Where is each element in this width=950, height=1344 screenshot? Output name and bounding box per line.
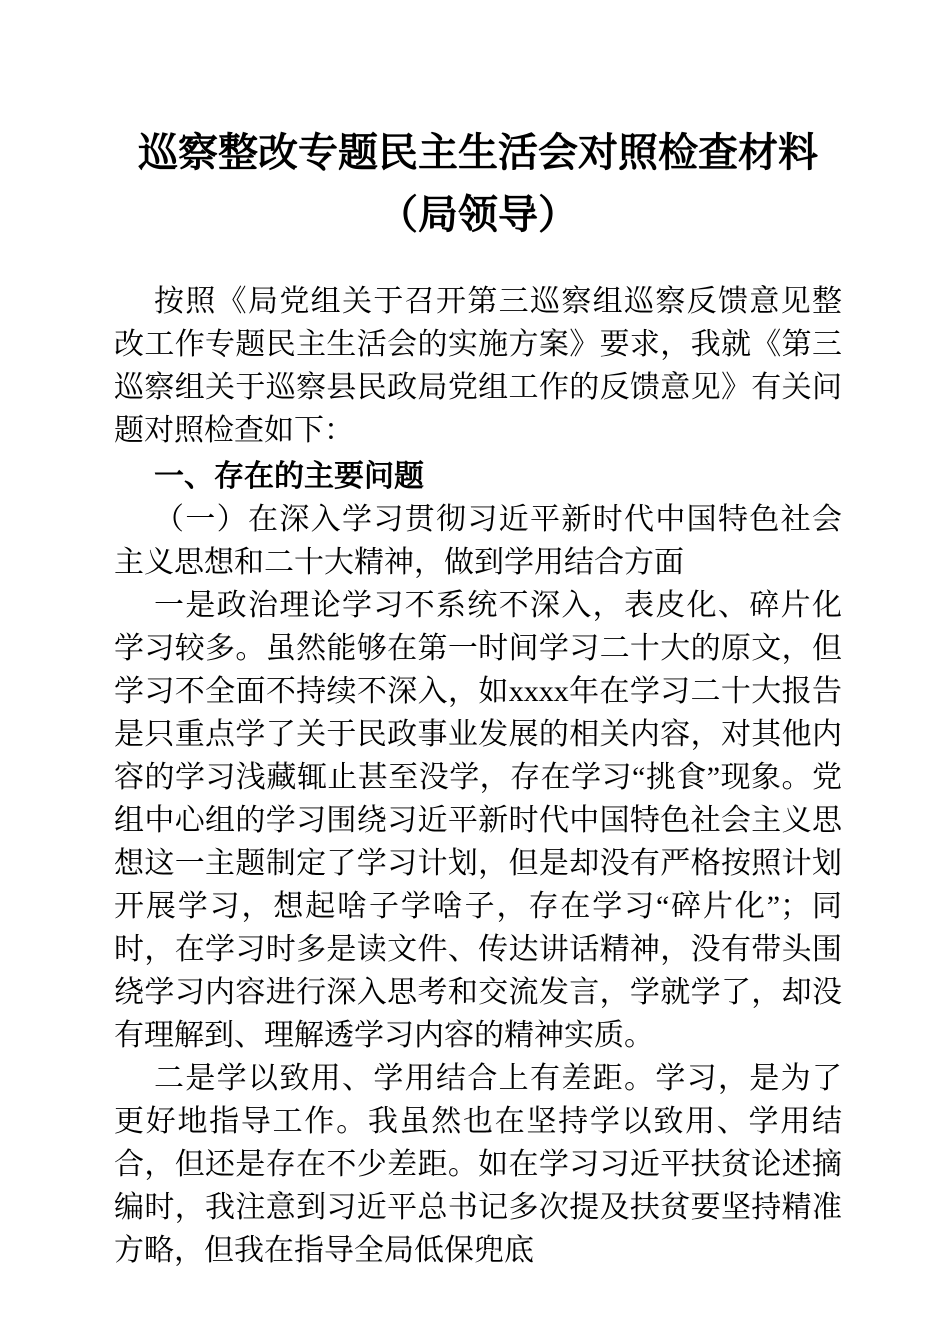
section-1-heading: 一、存在的主要问题 <box>154 460 424 493</box>
body-paragraph-2: 二是学以致用、学用结合上有差距。学习，是为了更好地指导工作。我虽然也在坚持学以致用、学用结合，但还是存在不少差距。如在学习习近平扶贫论述摘编时，我注意到习近平总书记多次提及扶贫要坚持精准方略，但我在指导全局低保兜底 <box>114 1062 842 1267</box>
subsection-1-1-heading: （一）在深入学习贯彻习近平新时代中国特色社会主义思想和二十大精神，做到学用结合方面 <box>114 503 842 579</box>
document-title: 巡察整改专题民主生活会对照检查材料（局领导） <box>138 130 818 237</box>
intro-paragraph: 按照《局党组关于召开第三巡察组巡察反馈意见整改工作专题民主生活会的实施方案》要求，我就《第三巡察组关于巡察县民政局党组工作的反馈意见》有关问题对照检查如下： <box>114 285 842 447</box>
body-paragraph-1: 一是政治理论学习不系统不深入，表皮化、碎片化学习较多。虽然能够在第一时间学习二十大的原文，但学习不全面不持续不深入，如xxxx年在学习二十大报告是只重点学了关于民政事业发展的相关内容，对其他内容的学习浅藏辄止甚至没学，存在学习“挑食”现象。党组中心组的学习围绕习近平新时代中国特色社会主义思想这一主题制定了学习计划，但是却没有严格按照计划开展学习，想起啥子学啥子，存在学习“碎片化”；同时，在学习时多是读文件、传达讲话精神，没有带头围绕学习内容进行深入思考和交流发言，学就学了，却没有理解到、理解透学习内容的精神实质。 <box>114 589 842 1052</box>
